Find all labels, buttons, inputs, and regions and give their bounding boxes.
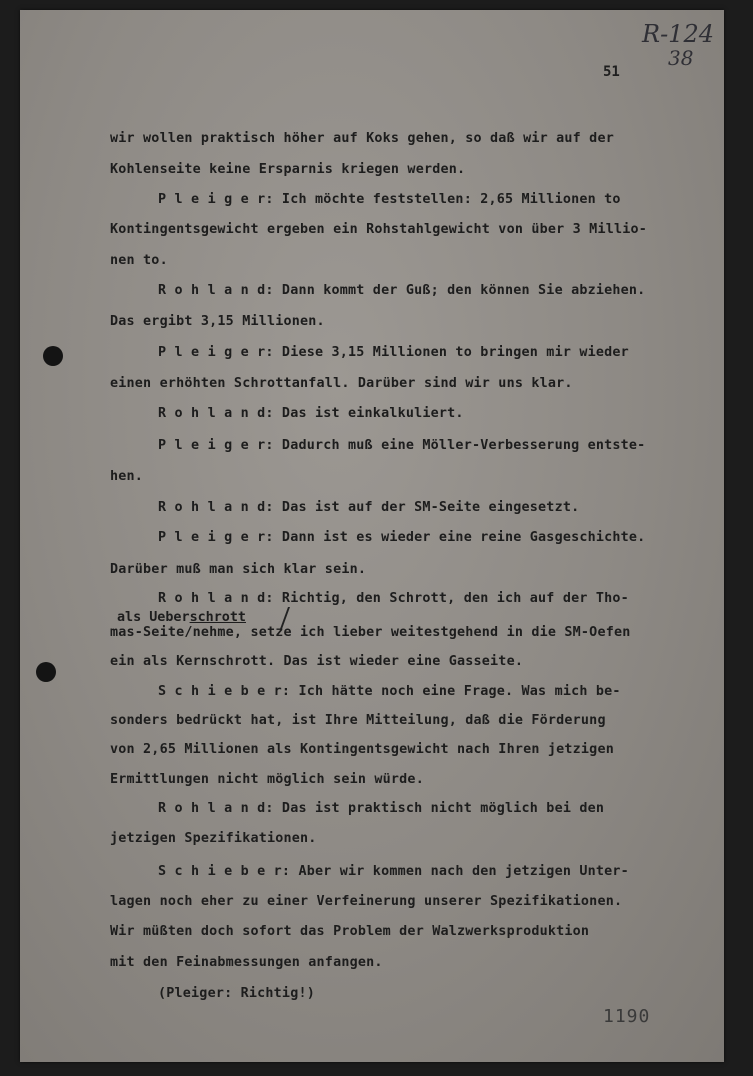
text-line: S c h i e b e r: Ich hätte noch eine Frage. Was mich be-	[158, 684, 621, 699]
text-line: S c h i e b e r: Aber wir kommen nach den jetzigen Unter-	[158, 864, 629, 879]
text-line: R o h l a n d: Das ist praktisch nicht möglich bei den	[158, 801, 605, 816]
punch-hole	[36, 662, 56, 682]
punch-hole	[43, 346, 63, 366]
text-line: P l e i g e r: Dann ist es wieder eine reine Gasgeschichte.	[158, 530, 646, 545]
text-line: nen to.	[110, 253, 168, 268]
text-line: von 2,65 Millionen als Kontingentsgewicht nach Ihren jetzigen	[110, 742, 614, 757]
text-line: P l e i g e r: Ich möchte feststellen: 2,65 Millionen to	[158, 192, 621, 207]
insertion-prefix: als Ueber	[117, 610, 190, 625]
text-line: P l e i g e r: Dadurch muß eine Möller-Verbesserung entste-	[158, 438, 646, 453]
text-line: wir wollen praktisch höher auf Koks gehen, so daß wir auf der	[110, 131, 614, 146]
handwritten-reference: R-124	[642, 20, 714, 48]
text-line: einen erhöhten Schrottanfall. Darüber sind wir uns klar.	[110, 376, 573, 391]
text-line: mit den Feinabmessungen anfangen.	[110, 955, 383, 970]
text-line: P l e i g e r: Diese 3,15 Millionen to bringen mir wieder	[158, 345, 629, 360]
text-line: Kontingentsgewicht ergeben ein Rohstahlgewicht von über 3 Millio-	[110, 222, 648, 237]
text-line: R o h l a n d: Das ist auf der SM-Seite eingesetzt.	[158, 500, 580, 515]
text-line: R o h l a n d: Richtig, den Schrott, den ich auf der Tho-	[158, 591, 629, 606]
page-number: 51	[603, 64, 620, 80]
text-line: Darüber muß man sich klar sein.	[110, 562, 367, 577]
text-line: (Pleiger: Richtig!)	[158, 986, 315, 1001]
footer-number: 1190	[603, 1006, 651, 1027]
text-line: jetzigen Spezifikationen.	[110, 831, 317, 846]
text-line: mas-Seite/nehme, setze ich lieber weitestgehend in die SM-Oefen	[110, 625, 631, 640]
text-line: R o h l a n d: Das ist einkalkuliert.	[158, 406, 464, 421]
insertion-underlined: schrott	[189, 610, 246, 625]
text-line: Das ergibt 3,15 Millionen.	[110, 314, 325, 329]
text-line: ein als Kernschrott. Das ist wieder eine Gasseite.	[110, 654, 524, 669]
text-line: hen.	[110, 469, 144, 484]
text-line: lagen noch eher zu einer Verfeinerung unserer Spezifikationen.	[110, 894, 623, 909]
text-line: Wir müßten doch sofort das Problem der Walzwerksproduktion	[110, 924, 590, 939]
text-line: R o h l a n d: Dann kommt der Guß; den können Sie abziehen.	[158, 283, 646, 298]
text-line: Kohlenseite keine Ersparnis kriegen werden.	[110, 162, 466, 177]
text-line: sonders bedrückt hat, ist Ihre Mitteilung, daß die Förderung	[110, 713, 606, 728]
handwritten-subnumber: 38	[668, 46, 694, 70]
text-line: Ermittlungen nicht möglich sein würde.	[110, 772, 424, 787]
handwritten-insertion	[117, 610, 246, 625]
